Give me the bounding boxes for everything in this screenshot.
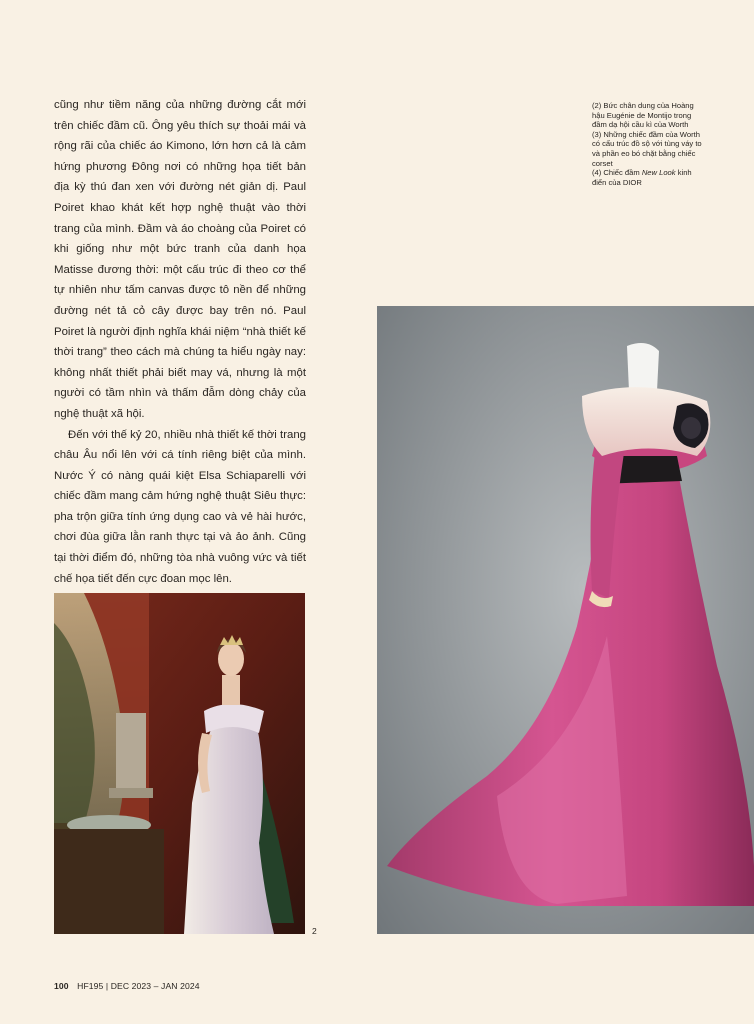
page-number: 100 (54, 981, 69, 991)
pink-gown-photo (377, 306, 754, 934)
caption-line-4 (592, 168, 702, 187)
figure-number: 2 (312, 926, 317, 936)
article-body (54, 95, 306, 589)
caption-line-4-prefix: (4) Chiếc đầm (592, 168, 642, 178)
issue-label: HF195 | DEC 2023 – JAN 2024 (77, 981, 200, 991)
paragraph-2: Đến với thế kỷ 20, nhiều nhà thiết kế thời trang châu Âu nổi lên với cá tính riêng biệt của mình. Nước Ý có nàng quái kiệt Elsa Schiaparelli với chiếc đầm mang cảm hứng nghệ thuật Siêu thực: pha trộn giữa tính ứng dụng cao và vẻ hài hước, chơi đùa giữa lằn ranh thực tại và ảo ảnh. Cũng tại thời điểm đó, những tòa nhà vuông vức và tiết chế họa tiết đến cực đoan mọc lên. (54, 428, 306, 585)
portrait-painting-image (54, 593, 305, 934)
caption-line-2: (2) Bức chân dung của Hoàng hậu Eugénie de Montijo trong đầm dạ hội cầu kì của Worth (592, 101, 694, 130)
paragraph-1: cũng như tiềm năng của những đường cắt mới trên chiếc đầm cũ. Ông yêu thích sự thoải mái và rộng rãi của chiếc áo Kimono, lớn hơn cả là cảm hứng phương Đông nơi có những họa tiết bản địa kỳ thú đan xen với đường nét giản dị. Paul Poiret khao khát kết hợp nghệ thuật vào thời trang của mình. Đầm và áo choàng của Poiret có khi giống như một bức tranh của danh họa Matisse đương thời: một cấu trúc đi theo cơ thể tự nhiên như tấm canvas được tô nền để những đường nét tả cỏ cây được bay trên nó. Paul Poiret là người định nghĩa khái niệm “nhà thiết kế thời trang” theo cách mà chúng ta hiểu ngày nay: không nhất thiết phải biết may vá, nhưng là một người có tầm nhìn và thấm đẫm dòng chảy của nghệ thuật xã hội. (54, 99, 306, 420)
caption-line-4-italic: New Look (641, 168, 676, 178)
page-footer (54, 981, 200, 991)
photo-caption (592, 101, 702, 187)
caption-line-4-suffix: kinh điển của DIOR (592, 168, 692, 187)
caption-line-3: (3) Những chiếc đầm của Worth có cấu trúc đồ sộ với tùng váy to và phần eo bó chặt bằng chiếc corset (592, 129, 702, 168)
